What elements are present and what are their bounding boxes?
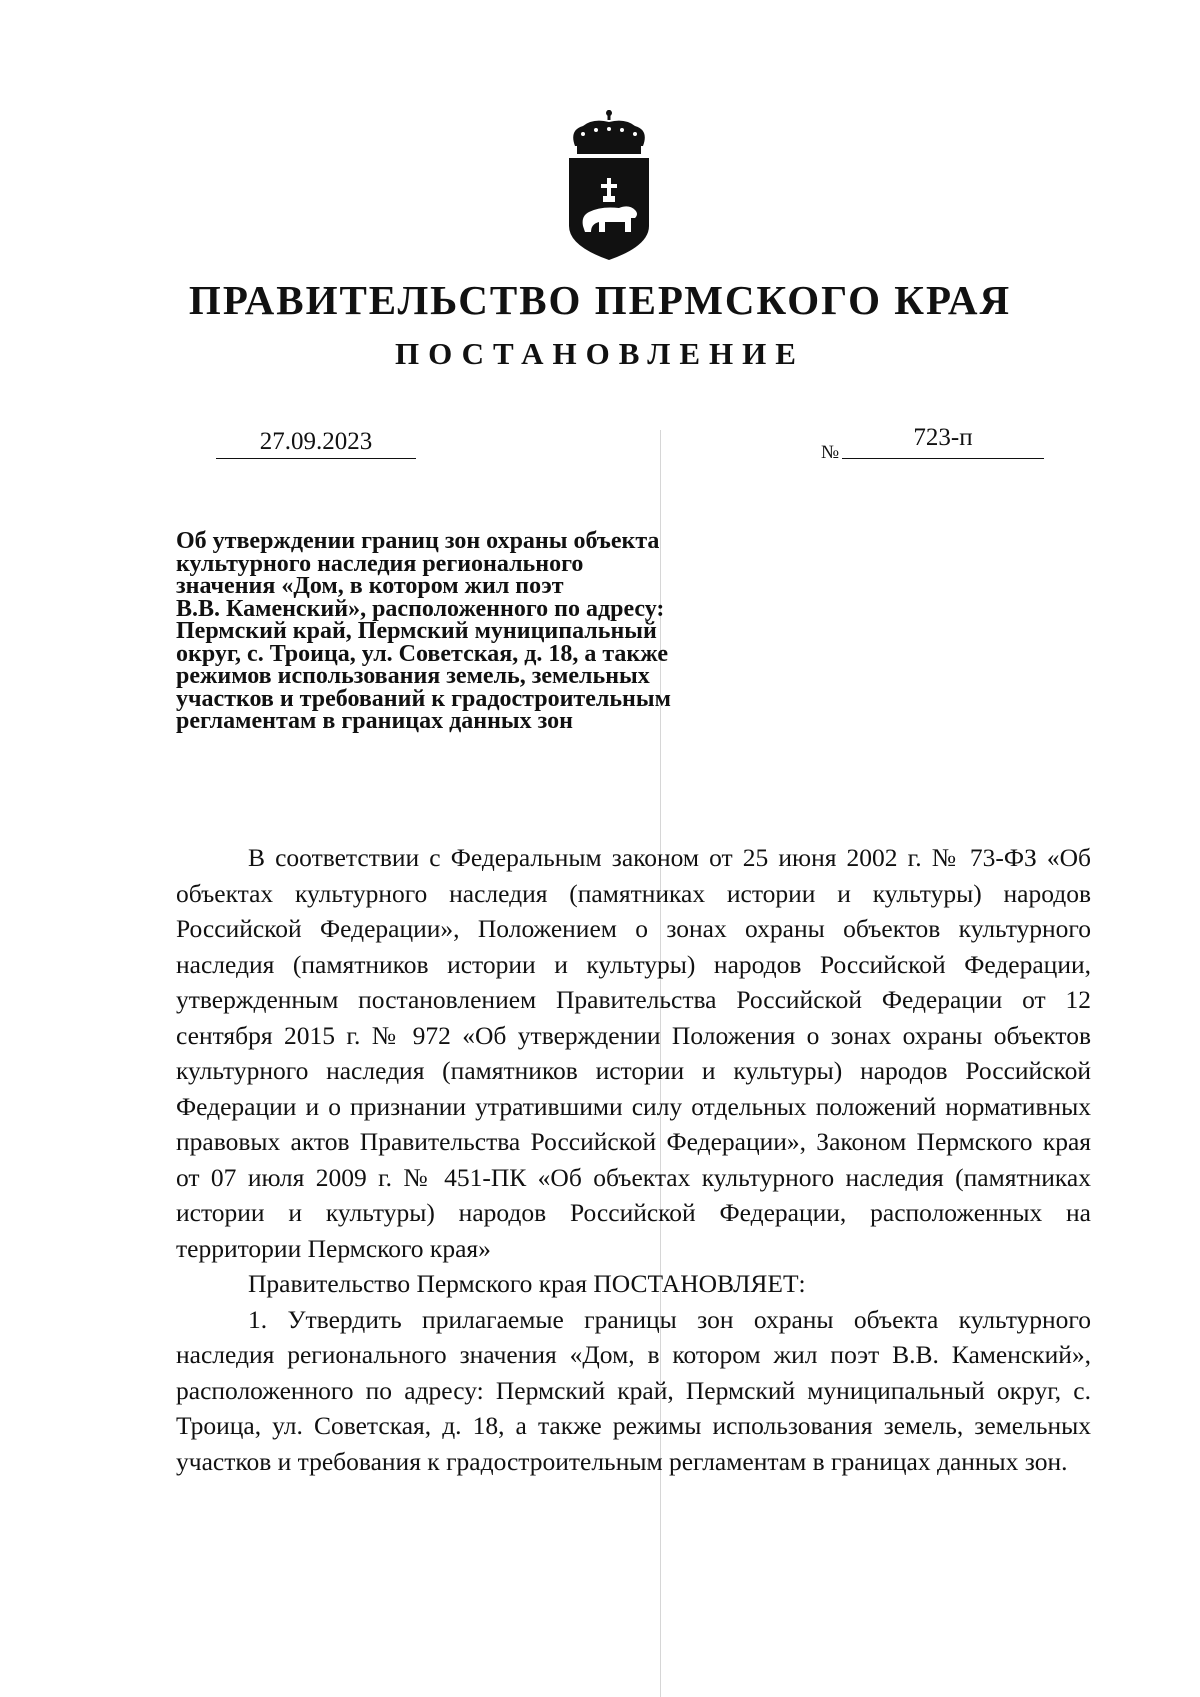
government-title: ПРАВИТЕЛЬСТВО ПЕРМСКОГО КРАЯ <box>188 277 1012 323</box>
subject-line: значения «Дом, в котором жил поэт <box>176 573 564 599</box>
item-1-paragraph: 1. Утвердить прилагаемые границы зон охраны объекта культурного наследия регионального значения «Дом, в котором жил поэт В.В. Каменский», расположенного по адресу: Пермский край, Пермский муниципальный округ, с. Троица, ул. Советская, д. 18, а также режимы использования земель, земельных участков и требования к градостроительным регламентам в границах данных зон. <box>176 1304 1091 1476</box>
perm-krai-coat-of-arms-icon <box>565 108 653 260</box>
document-number: 723-п <box>842 424 1044 459</box>
document-type: ПОСТАНОВЛЕНИЕ <box>395 336 805 371</box>
document-subject <box>176 530 776 733</box>
subject-line: В.В. Каменский», расположенного по адресу: <box>176 595 665 622</box>
resolution-paragraph: Правительство Пермского края ПОСТАНОВЛЯЕТ: <box>248 1269 806 1298</box>
document-date: 27.09.2023 <box>216 428 416 459</box>
subject-line: Об утверждении границ зон охраны объекта <box>176 528 660 554</box>
subject-line: режимов использования земель, земельных <box>176 663 650 689</box>
number-sign: № <box>821 442 840 463</box>
subject-line: округ, с. Троица, ул. Советская, д. 18, а также <box>176 640 668 667</box>
subject-line: Пермский край, Пермский муниципальный <box>176 618 657 644</box>
preamble-paragraph: В соответствии с Федеральным законом от 25 июня 2002 г. № 73-ФЗ «Об объектах культурного наследия (памятниках истории и культуры) народов Российской Федерации», Положением о зонах охраны объектов культурного наследия (памятников истории и культуры) народов Российской Федерации, утвержденным постановлением Правительства Российской Федерации от 12 сентября 2015 г. № 972 «Об утверждении Положения о зонах охраны объектов культурного наследия (памятников истории и культуры) народов Российской Федерации и о признании утратившими силу отдельных положений нормативных правовых актов Правительства Российской Федерации», Законом Пермского края от 07 июля 2009 г. № 451-ПК «Об объектах культурного наследия (памятниках истории и культуры) народов Российской Федерации, расположенных на территории Пермского края» <box>176 843 1091 1263</box>
subject-line: регламентам в границах данных зон <box>176 708 573 734</box>
subject-line: культурного наследия регионального <box>176 550 584 577</box>
document-body <box>176 840 1091 1479</box>
subject-line: участков и требований к градостроительным <box>176 685 671 712</box>
